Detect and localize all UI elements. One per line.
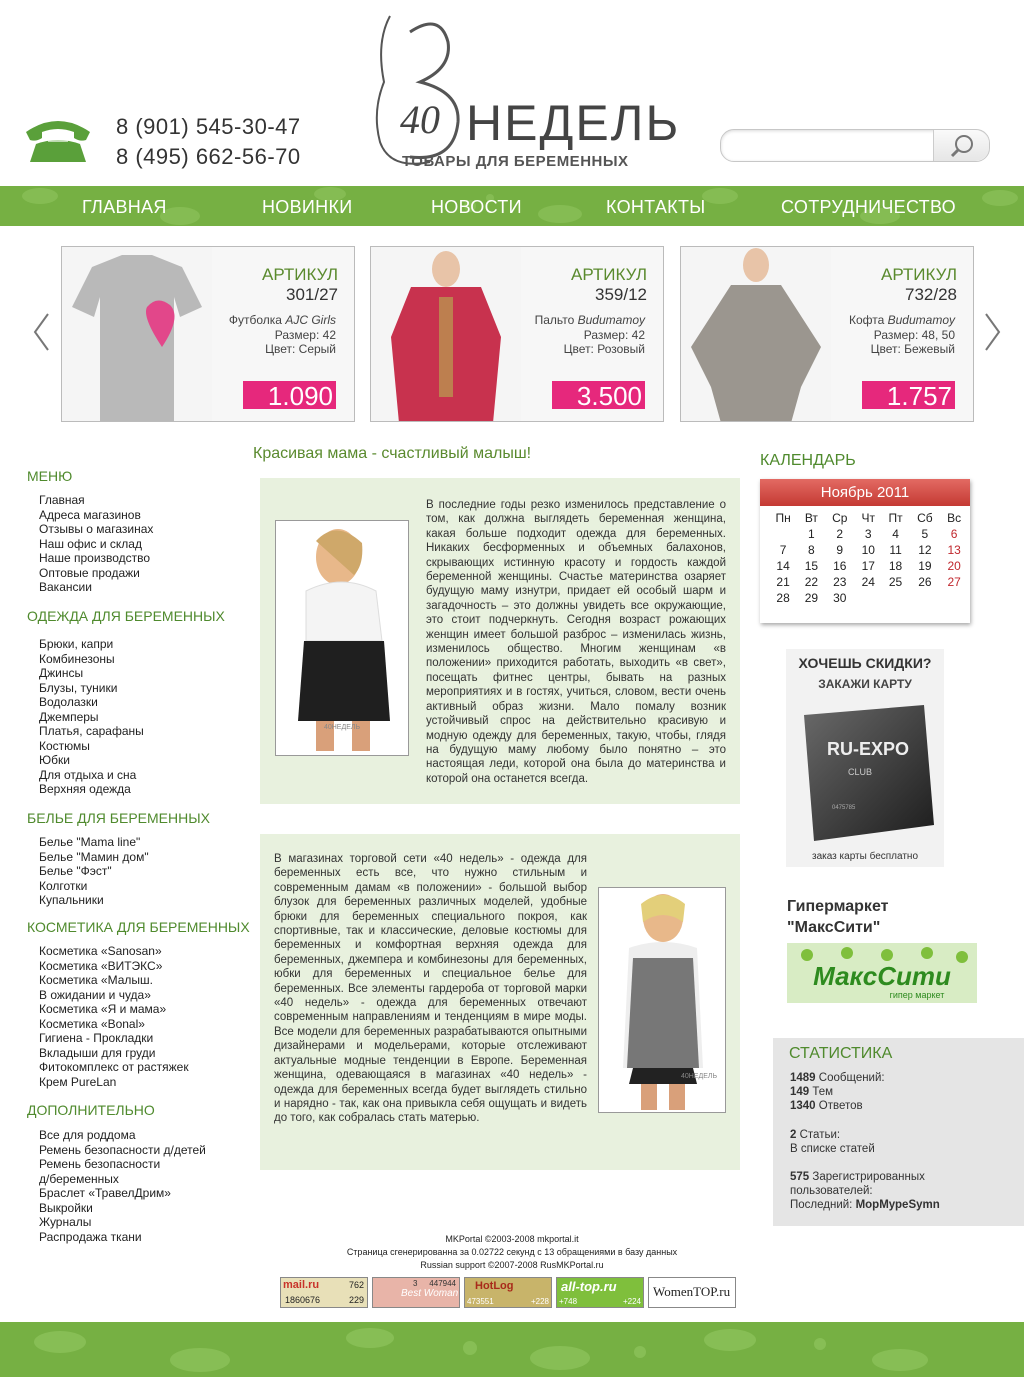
product-title bbox=[229, 313, 336, 328]
search-button[interactable] bbox=[933, 130, 989, 161]
maxcity-banner[interactable] bbox=[787, 943, 977, 1003]
day: 18 bbox=[888, 559, 903, 573]
card-brand: RU-EXPO bbox=[826, 739, 910, 759]
calendar-table bbox=[768, 510, 968, 606]
calendar-heading: КАЛЕНДАРЬ bbox=[760, 452, 856, 469]
day: 12 bbox=[918, 543, 932, 557]
stat-topics-label: Тем bbox=[812, 1086, 834, 1099]
day: 26 bbox=[918, 575, 932, 589]
counter-mailru[interactable] bbox=[280, 1277, 368, 1308]
sidebar-item[interactable]: Верхняя одежда bbox=[39, 782, 131, 796]
counter-value: 229 bbox=[348, 1295, 364, 1305]
day: 20 bbox=[947, 559, 961, 573]
sidebar-item[interactable]: Блузы, туники bbox=[39, 680, 118, 695]
sidebar-item[interactable]: Оптовые продажи bbox=[39, 565, 140, 580]
counter-value: +224 bbox=[622, 1297, 641, 1306]
day bbox=[940, 590, 968, 606]
stat-replies-label: Ответов bbox=[818, 1100, 863, 1113]
sidebar-item[interactable]: Косметика «Малыш. bbox=[39, 973, 153, 987]
day: 15 bbox=[804, 559, 819, 573]
day: 21 bbox=[776, 575, 790, 589]
stat-articles-count: 2 bbox=[790, 1128, 797, 1141]
day: 9 bbox=[836, 543, 844, 557]
sidebar-item[interactable]: Косметика «Bonal» bbox=[39, 1016, 145, 1031]
product-item: Пальто bbox=[534, 313, 575, 327]
product-title bbox=[849, 313, 955, 328]
nav-cooperation[interactable]: СОТРУДНИЧЕСТВО bbox=[781, 197, 956, 217]
weekday: Пн bbox=[775, 511, 791, 525]
day: 2 bbox=[836, 527, 844, 541]
search-box bbox=[720, 129, 990, 162]
product-image bbox=[681, 247, 831, 422]
sidebar-item[interactable]: Адреса магазинов bbox=[39, 507, 141, 522]
sidebar-item[interactable]: Все для роддома bbox=[39, 1128, 136, 1142]
sidebar-item[interactable]: Наше производство bbox=[39, 551, 151, 565]
counter-value: +748 bbox=[559, 1297, 578, 1306]
weekday: Вт bbox=[804, 511, 818, 525]
product-brand: AJC Girls bbox=[285, 313, 336, 327]
sidebar-item[interactable]: Водолазки bbox=[39, 695, 98, 709]
weekday: Вс bbox=[947, 511, 962, 525]
stat-users-count: 575 bbox=[790, 1171, 810, 1184]
search-icon bbox=[934, 130, 990, 161]
day: 1 bbox=[808, 527, 815, 541]
hypermarket-title-1: Гипермаркет bbox=[787, 898, 889, 915]
product-card[interactable] bbox=[680, 246, 974, 422]
counter-value: 3 bbox=[413, 1279, 418, 1288]
promo-footer: заказ карты бесплатно bbox=[811, 851, 919, 862]
sidebar-item[interactable]: Распродажа ткани bbox=[39, 1229, 142, 1244]
sidebar-heading-menu: МЕНЮ bbox=[27, 468, 73, 484]
article-photo-2 bbox=[598, 887, 726, 1113]
footer-line-1: MKPortal ©2003-2008 mkportal.it bbox=[445, 1234, 579, 1244]
product-color: Цвет: Розовый bbox=[563, 342, 645, 356]
photo-caption: 40НЕДЕЛЬ bbox=[323, 724, 361, 731]
day: 19 bbox=[918, 559, 932, 573]
day: 27 bbox=[947, 575, 961, 589]
carousel-next-arrow-icon[interactable] bbox=[982, 312, 1002, 352]
product-image bbox=[62, 247, 212, 422]
product-size: Размер: 42 bbox=[583, 327, 645, 342]
hypermarket-title bbox=[787, 896, 888, 938]
photo-caption: 40НЕДЕЛЬ bbox=[680, 1073, 718, 1080]
logo-number: 40 bbox=[400, 97, 440, 142]
card-sub: CLUB bbox=[847, 767, 873, 777]
sidebar-heading-clothes: ОДЕЖДА ДЛЯ БЕРЕМЕННЫХ bbox=[27, 608, 225, 624]
article-number: 732/28 bbox=[905, 285, 957, 304]
sidebar-item[interactable]: Джемперы bbox=[39, 709, 99, 724]
day: 22 bbox=[804, 575, 819, 589]
footer-line-3: Russian support ©2007-2008 RusMKPortal.ru bbox=[420, 1260, 604, 1270]
sidebar-item[interactable]: Вкладыши для груди bbox=[39, 1045, 156, 1060]
model-photo-icon bbox=[276, 521, 408, 755]
sidebar-item[interactable]: Браслет «ТравелДрим» bbox=[39, 1186, 171, 1200]
counter-value: +228 bbox=[530, 1297, 549, 1306]
counter-value: 447944 bbox=[429, 1279, 456, 1288]
day: 4 bbox=[892, 527, 899, 541]
day: 10 bbox=[861, 543, 875, 557]
stat-users-label: Зарегистрированных bbox=[812, 1171, 925, 1184]
product-size: Размер: 42 bbox=[274, 327, 336, 342]
statistics-heading: СТАТИСТИКА bbox=[789, 1045, 893, 1062]
sidebar-item[interactable]: Косметика «Я и мама» bbox=[39, 1002, 167, 1016]
counter-name: mail.ru bbox=[283, 1279, 320, 1291]
sidebar-item[interactable]: Белье "Мамин дом" bbox=[39, 849, 149, 864]
footer-credits bbox=[264, 1233, 760, 1272]
day: 6 bbox=[950, 527, 958, 541]
carousel-prev-arrow-icon[interactable] bbox=[32, 312, 52, 352]
day bbox=[910, 590, 941, 606]
counter-name: WomenTOP.ru bbox=[653, 1284, 731, 1299]
calendar bbox=[760, 479, 970, 623]
stat-last-user[interactable]: МорМуреSymn bbox=[855, 1199, 940, 1212]
sidebar-item[interactable]: Костюмы bbox=[39, 738, 90, 753]
product-title bbox=[535, 313, 645, 328]
sidebar-item[interactable]: Колготки bbox=[39, 878, 88, 893]
product-item: Кофта bbox=[848, 313, 885, 327]
product-price: 1.757 bbox=[862, 381, 955, 409]
sidebar-item[interactable]: Отзывы о магазинах bbox=[39, 522, 154, 536]
article-number: 301/27 bbox=[286, 285, 338, 304]
sidebar-list-cosmetics bbox=[39, 944, 189, 1089]
footer-leaf-pattern bbox=[0, 1322, 1024, 1377]
day: 30 bbox=[833, 591, 847, 605]
sidebar-heading-extra: ДОПОЛНИТЕЛЬНО bbox=[27, 1102, 155, 1118]
product-brand: Budumamoy bbox=[887, 313, 955, 327]
stat-replies-count: 1340 bbox=[790, 1100, 816, 1113]
counter-bestwoman[interactable] bbox=[372, 1277, 460, 1308]
sidebar-item[interactable]: Косметика «ВИТЭКС» bbox=[39, 958, 163, 973]
product-size: Размер: 48, 50 bbox=[873, 327, 955, 342]
product-image bbox=[371, 247, 521, 422]
product-card[interactable] bbox=[370, 246, 664, 422]
counter-name: HotLog bbox=[475, 1280, 514, 1292]
stat-messages-count: 1489 bbox=[790, 1072, 816, 1084]
sidebar-item[interactable]: д/беременных bbox=[39, 1171, 119, 1186]
day: 5 bbox=[921, 527, 929, 541]
stat-articles-sub: В списке статей bbox=[790, 1142, 875, 1155]
promo-line-1: ХОЧЕШЬ СКИДКИ? bbox=[798, 655, 932, 671]
statistics-panel bbox=[773, 1038, 1024, 1226]
counter-value: 1860676 bbox=[285, 1295, 321, 1305]
site-logo[interactable] bbox=[370, 12, 681, 172]
article-text-2: В магазинах торговой сети «40 недель» - одежда для беременных есть все, что нужно стильным и современным дамам «в положении» - большой выбор блузок для беременных различных моделей, удобные брюки для беременных специального покроя, как спортивные, так и классические, деловые костюмы для беременных и комфортная верхняя одежда для беременных, джемпера и комбинезоны для беременных, юбки для беременных и специальное белье для беременных. Все элементы гардероба от торговой марки «40 недель» - одежда для беременных отвечают современным направлениям и тенденциям в мире моды. Все модели для беременных разрабатываются опытными дизайнерами и модельерами, которые отслеживают актуальные модные тенденции в Европе. Беременная женщина, одевающаяся в магазинах «40 недель» - одежда для беременных всегда будет выглядеть стильно и нарядно - так, как она привыкла себя ощущать и видеть до того, как собралась стать матерью. bbox=[274, 853, 587, 1125]
calendar-month: Ноябрь 2011 bbox=[760, 479, 970, 506]
sidebar-list-extra bbox=[39, 1128, 206, 1244]
article-photo-1 bbox=[275, 520, 409, 756]
weekday: Сб bbox=[917, 511, 933, 525]
weekday: Пт bbox=[888, 511, 903, 525]
stat-messages-label: Сообщений: bbox=[818, 1072, 885, 1084]
article-number: 359/12 bbox=[595, 285, 647, 304]
product-color: Цвет: Бежевый bbox=[870, 342, 955, 356]
logo-word: НЕДЕЛЬ bbox=[466, 95, 681, 151]
article-label: АРТИКУЛ bbox=[261, 265, 338, 284]
day: 16 bbox=[833, 559, 847, 573]
sidebar-list-clothes bbox=[39, 637, 144, 797]
product-brand: Budumamoy bbox=[577, 313, 645, 327]
day: 14 bbox=[776, 559, 790, 573]
counter-womentop[interactable] bbox=[648, 1277, 736, 1308]
phone-numbers bbox=[116, 112, 301, 172]
sidebar-item[interactable]: Платья, сарафаны bbox=[39, 724, 144, 738]
phone-icon bbox=[22, 114, 94, 164]
article-box-1 bbox=[260, 478, 740, 804]
maxcity-logo-icon bbox=[787, 943, 977, 1003]
phone-number-1: 8 (901) 545-30-47 bbox=[116, 114, 301, 139]
promo-line-2: ЗАКАЖИ КАРТУ bbox=[818, 677, 912, 691]
counter-alltop[interactable] bbox=[556, 1277, 644, 1308]
day bbox=[855, 590, 882, 606]
day: 11 bbox=[889, 543, 902, 557]
sidebar-item[interactable]: Комбинезоны bbox=[39, 651, 115, 666]
footer-band bbox=[0, 1322, 1024, 1377]
day bbox=[882, 590, 910, 606]
discount-card-banner[interactable] bbox=[786, 649, 944, 867]
day: 25 bbox=[888, 575, 903, 589]
counter-name: Best Woman bbox=[401, 1288, 459, 1299]
sidebar-list-lingerie bbox=[39, 835, 149, 908]
nav-home[interactable]: ГЛАВНАЯ bbox=[82, 197, 167, 217]
sidebar-item[interactable]: Выкройки bbox=[39, 1200, 93, 1215]
sidebar-item[interactable]: Для отдыха и сна bbox=[39, 767, 137, 782]
nav-news[interactable]: НОВОСТИ bbox=[431, 197, 522, 217]
main-nav bbox=[0, 186, 1024, 226]
stat-topics-count: 149 bbox=[790, 1086, 810, 1099]
product-price: 1.090 bbox=[243, 381, 336, 409]
sidebar-item[interactable]: Купальники bbox=[39, 893, 104, 907]
day: 3 bbox=[864, 527, 872, 541]
sidebar-item[interactable]: Джинсы bbox=[39, 666, 84, 680]
product-item: Футболка bbox=[228, 313, 282, 327]
nav-new[interactable]: НОВИНКИ bbox=[262, 197, 353, 217]
article-text-1: В последние годы резко изменилось представление о том, как должна выглядеть беременная женщина, какая больше подходит одежда для беременных. Никаких бесформенных и объемных балахонов, скрывающих истинную красоту и гордость каждой беременной женщины. Счастье материнства озаряет будущую маму изнутри, придает ей особый шарм и загадочность – это должны увидеть все окружающие, это стоит подчеркнуть. Сегодня возраст рожающих женщин имеет большой разброс – изменилась жизнь, изменилось общество. Многим женщинам «в положении» приходится работать, выходить «в свет», посещать фитнес центры, бывать на разных мероприятиях и в гостях, учиться, словом, вести очень активный образ жизни. Мало помалу возник устойчивый спрос на действительно красивую и модную одежду для беременных, такую, чтобы, глядя на будущую маму любому было понятно – это настоящая леди, которой она была до материнства и которой она останется всегда. bbox=[426, 499, 726, 785]
day: 23 bbox=[833, 575, 847, 589]
sidebar-item[interactable]: Вакансии bbox=[39, 580, 92, 594]
sidebar-heading-cosmetics: КОСМЕТИКА ДЛЯ БЕРЕМЕННЫХ bbox=[27, 919, 250, 935]
counter-value: 762 bbox=[348, 1280, 364, 1290]
product-card[interactable] bbox=[61, 246, 355, 422]
weekday: Ср bbox=[832, 511, 848, 525]
stat-users-label-2: пользователей: bbox=[790, 1185, 873, 1198]
sidebar-item[interactable]: Ремень безопасности bbox=[39, 1157, 161, 1171]
statistics-body bbox=[790, 1071, 940, 1213]
day: 17 bbox=[861, 559, 875, 573]
maxcity-logo-text: МаксСити bbox=[813, 961, 951, 991]
counter-name: all-top.ru bbox=[561, 1279, 617, 1294]
day: 28 bbox=[776, 591, 790, 605]
product-price: 3.500 bbox=[552, 381, 645, 409]
maxcity-logo-sub: гипер маркет bbox=[889, 990, 945, 1000]
nav-contacts[interactable]: КОНТАКТЫ bbox=[606, 197, 706, 217]
logo-subtitle: ТОВАРЫ ДЛЯ БЕРЕМЕННЫХ bbox=[402, 153, 629, 170]
phone-number-2: 8 (495) 662-56-70 bbox=[116, 144, 301, 169]
day: 13 bbox=[947, 543, 961, 557]
article-label: АРТИКУЛ bbox=[570, 265, 647, 284]
sidebar-item[interactable]: Белье "Фэст" bbox=[39, 864, 112, 878]
sidebar-item[interactable]: Юбки bbox=[39, 753, 70, 767]
sidebar-item[interactable]: Гигиена - Прокладки bbox=[39, 1031, 154, 1045]
sidebar-item[interactable]: Фитокомплекс от растяжек bbox=[39, 1060, 189, 1074]
day: 7 bbox=[779, 543, 787, 557]
stat-articles-label: Статьи: bbox=[799, 1128, 841, 1141]
day bbox=[768, 526, 798, 542]
club-card-icon bbox=[794, 705, 936, 843]
sidebar-item[interactable]: Брюки, капри bbox=[39, 637, 114, 651]
sidebar-item[interactable]: Белье "Mama line" bbox=[39, 835, 141, 849]
weekday: Чт bbox=[861, 511, 875, 525]
sidebar-item[interactable]: Наш офис и склад bbox=[39, 536, 142, 551]
stat-last-label: Последний: bbox=[790, 1199, 853, 1212]
product-color: Цвет: Серый bbox=[265, 342, 336, 356]
day: 24 bbox=[861, 575, 875, 589]
card-number: 0475785 bbox=[832, 805, 856, 811]
sidebar-item[interactable]: Крем PureLan bbox=[39, 1074, 117, 1089]
sidebar-heading-lingerie: БЕЛЬЕ ДЛЯ БЕРЕМЕННЫХ bbox=[27, 810, 210, 826]
page-title: Красивая мама - счастливый малыш! bbox=[253, 445, 532, 462]
model-photo-icon bbox=[599, 888, 725, 1112]
sidebar-list-menu bbox=[39, 493, 153, 595]
footer-line-2: Страница сгенерированна за 0.02722 секунд с 13 обращениями в базу данных bbox=[346, 1247, 678, 1257]
day: 29 bbox=[804, 591, 819, 605]
day: 8 bbox=[808, 543, 815, 557]
sidebar-item[interactable]: В ожидании и чуда» bbox=[39, 987, 151, 1002]
hypermarket-title-2: "МаксСити" bbox=[787, 919, 881, 936]
sidebar-item[interactable]: Ремень безопасности д/детей bbox=[39, 1142, 206, 1157]
article-label: АРТИКУЛ bbox=[880, 265, 957, 284]
search-input[interactable] bbox=[729, 136, 929, 156]
counter-hotlog[interactable] bbox=[464, 1277, 552, 1308]
sidebar-item[interactable]: Косметика «Sanosan» bbox=[39, 944, 162, 958]
article-box-2 bbox=[260, 834, 740, 1170]
sidebar-item[interactable]: Главная bbox=[39, 493, 85, 507]
counter-value: 473551 bbox=[467, 1297, 494, 1306]
sidebar-item[interactable]: Журналы bbox=[39, 1215, 92, 1229]
